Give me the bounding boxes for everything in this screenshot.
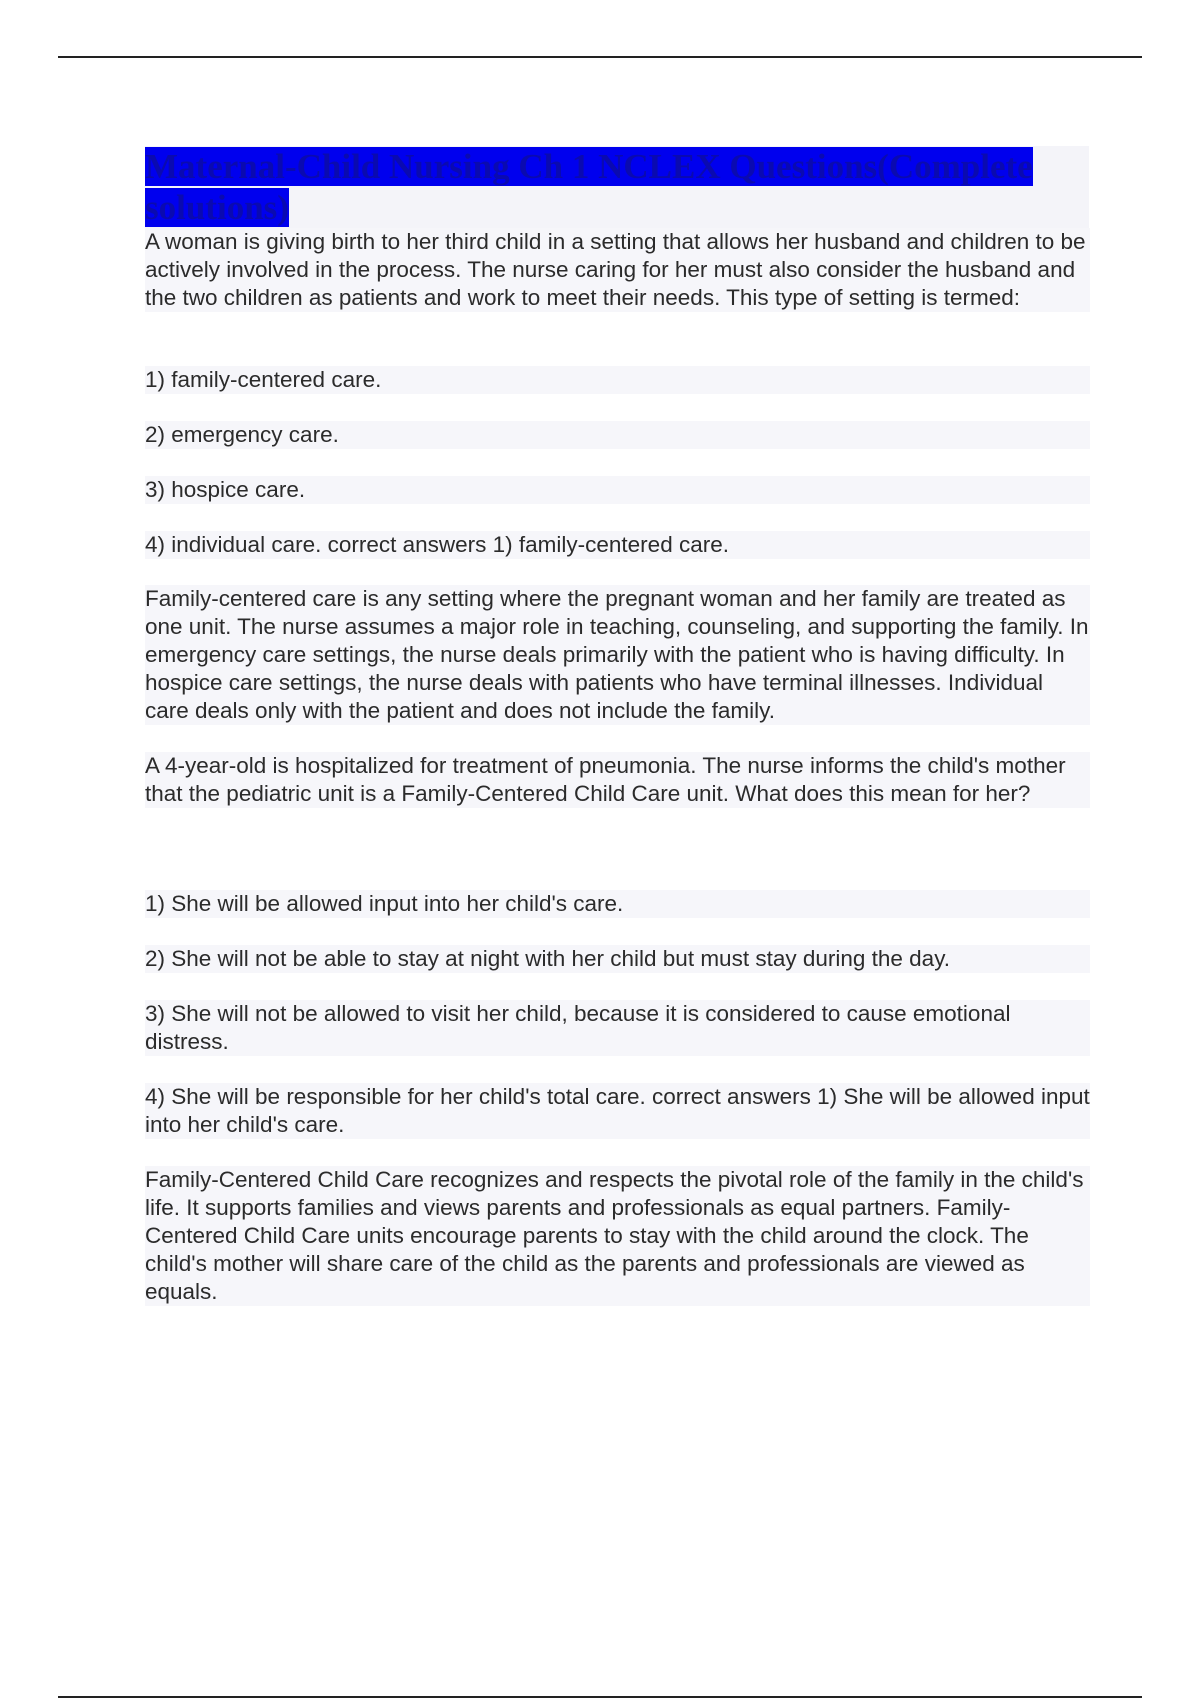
question-2-option-1: 1) She will be allowed input into her child's care. xyxy=(145,890,1090,918)
bottom-rule xyxy=(58,1696,1142,1698)
question-1-option-3: 3) hospice care. xyxy=(145,476,1090,504)
question-2-option-4: 4) She will be responsible for her child's total care. correct answers 1) She will be allowed input into her child's care. xyxy=(145,1084,1090,1137)
question-2-stem: A 4-year-old is hospitalized for treatment of pneumonia. The nurse informs the child's mother that the pediatric unit is a Family-Centered Child Care unit. What does this mean for her? xyxy=(145,752,1090,808)
title-block xyxy=(145,146,1089,228)
question-2-rationale: Family-Centered Child Care recognizes and respects the pivotal role of the family in the child's life. It supports families and views parents and professionals as equal partners. Family-Centered Child Care units encourage parents to stay with the child around the clock. The child's mother will share care of the child as the parents and professionals are viewed as equals. xyxy=(145,1166,1090,1306)
document-body xyxy=(145,146,1090,1306)
question-1-option-4: 4) individual care. correct answers 1) family-centered care. xyxy=(145,531,1090,559)
question-2-option-2: 2) She will not be able to stay at night with her child but must stay during the day. xyxy=(145,945,1090,973)
question-1-option-1: 1) family-centered care. xyxy=(145,366,1090,394)
document-title-text: Maternal-Child Nursing Ch 1 NCLEX Questions(Complete solutions) xyxy=(145,147,1033,227)
question-1-stem: A woman is giving birth to her third child in a setting that allows her husband and children to be actively involved in the process. The nurse caring for her must also consider the husband and the two children as patients and work to meet their needs. This type of setting is termed: xyxy=(145,228,1090,312)
top-rule xyxy=(58,56,1142,58)
document-title xyxy=(145,146,1065,228)
question-2-option-3: 3) She will not be allowed to visit her child, because it is considered to cause emotional distress. xyxy=(145,1000,1090,1056)
question-1-option-2: 2) emergency care. xyxy=(145,421,1090,449)
question-1-rationale: Family-centered care is any setting where the pregnant woman and her family are treated as one unit. The nurse assumes a major role in teaching, counseling, and supporting the family. In emergency care settings, the nurse deals primarily with the patient who is having difficulty. In hospice care settings, the nurse deals with patients who have terminal illnesses. Individual care deals only with the patient and does not include the family. xyxy=(145,586,1089,723)
